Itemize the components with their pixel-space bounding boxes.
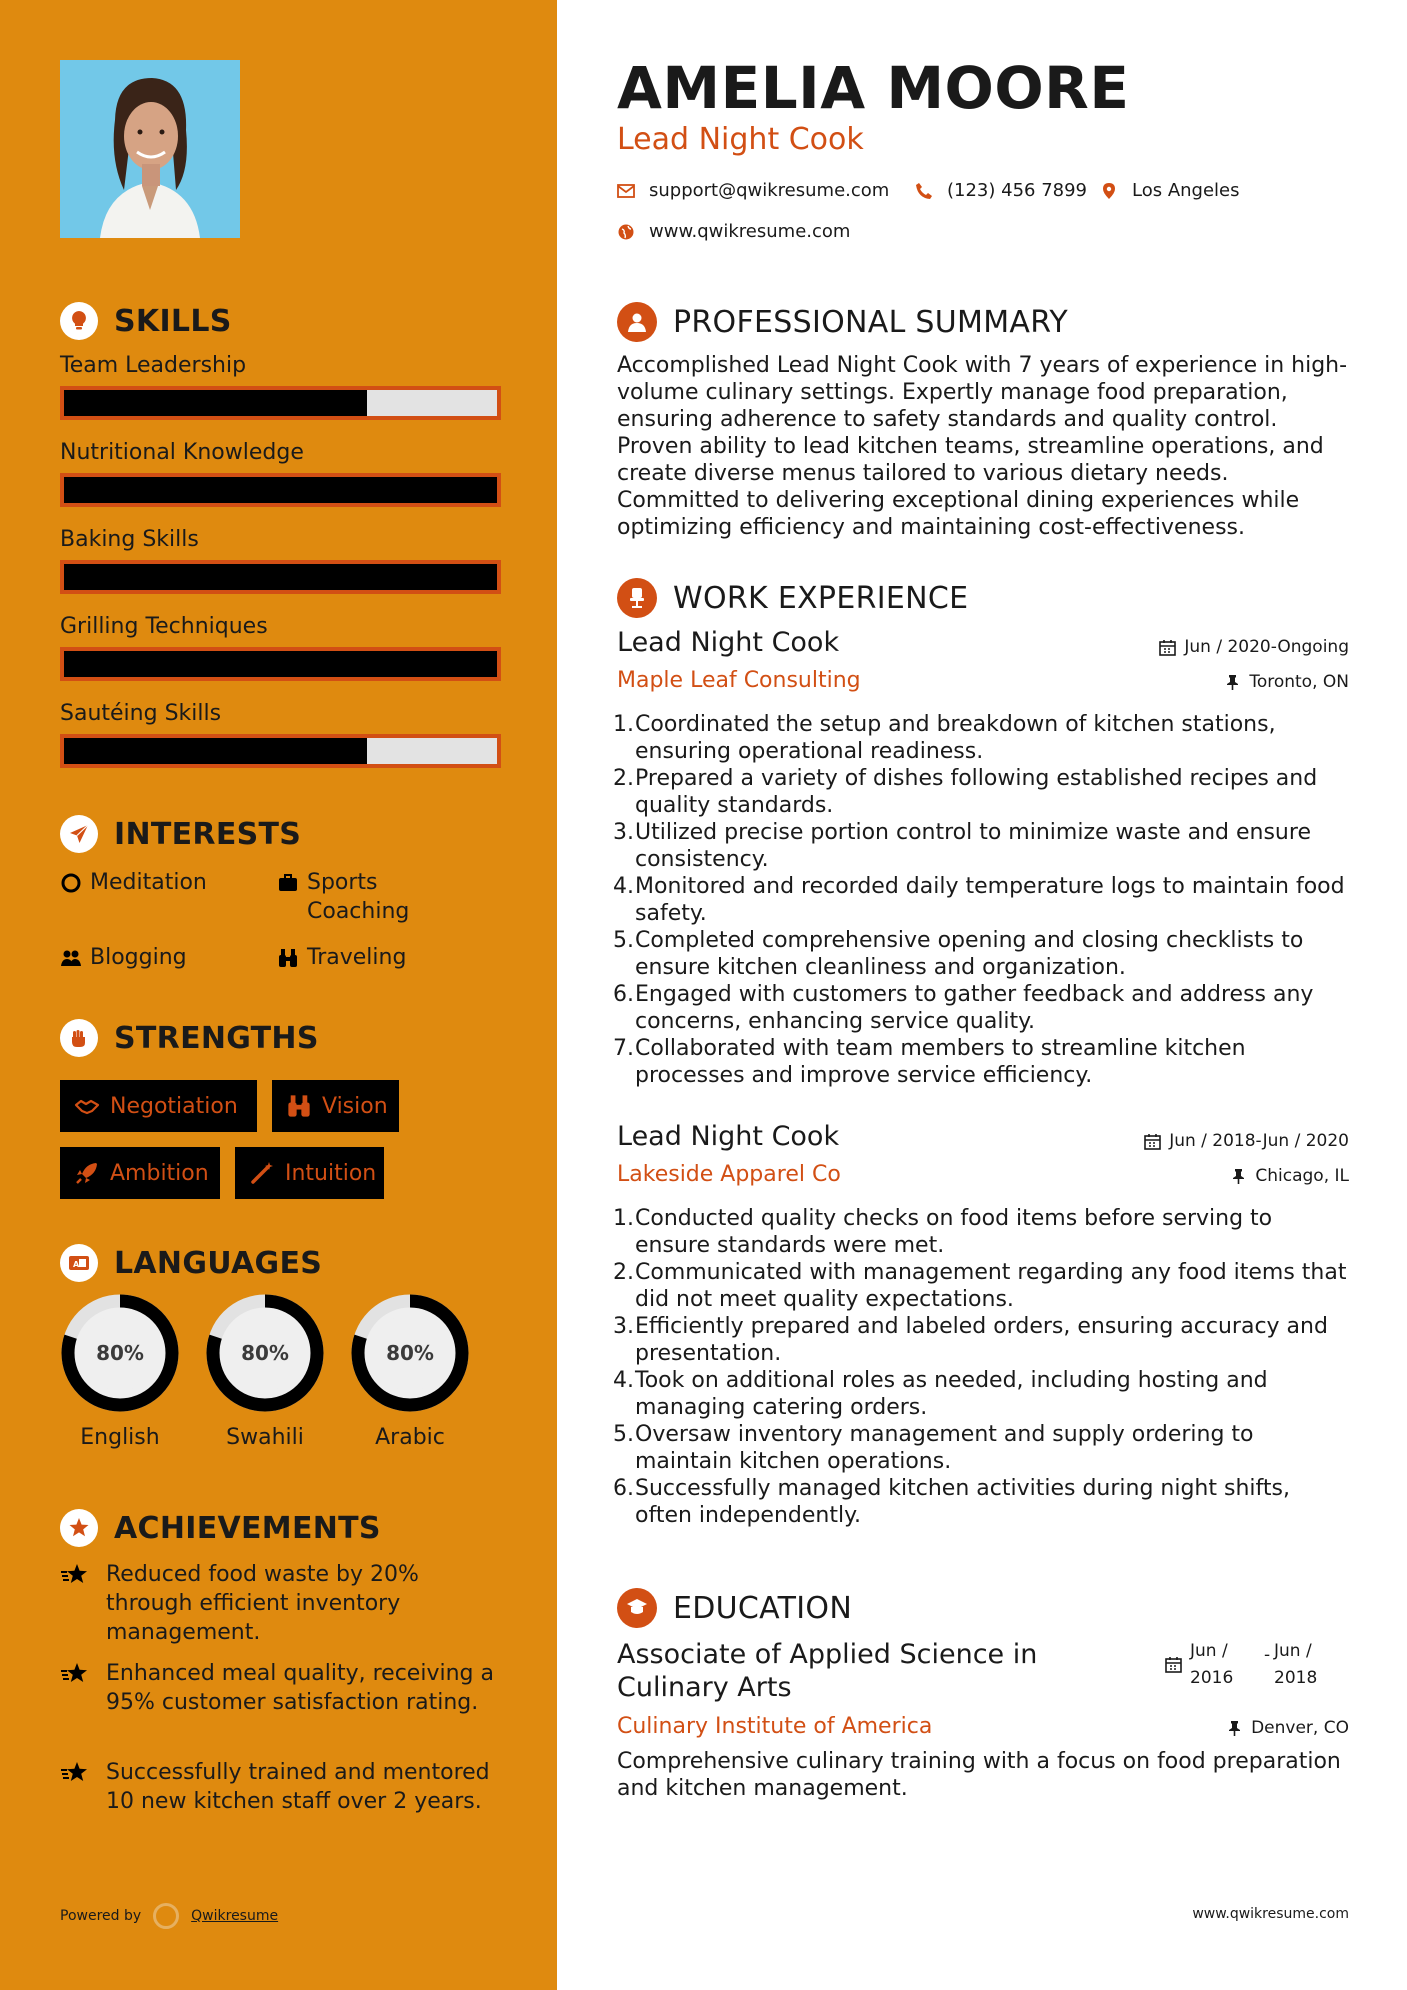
skill-name: Baking Skills: [60, 527, 199, 552]
office-chair-icon: [617, 578, 657, 618]
skill-item: [60, 440, 501, 507]
map-pin-icon: [1100, 182, 1118, 200]
paper-plane-icon: [60, 815, 98, 853]
language-percent: 80%: [386, 1341, 434, 1365]
star-icon: [60, 1760, 90, 1786]
summary-text: Accomplished Lead Night Cook with 7 years of experience in high-volume culinary settings. Expertly manage food preparation, ensuring adherence to safety standards and quality control. Proven ability to lead kitchen teams, streamline operations, and create diverse menus tailored to various dietary needs. Committed to delivering exceptional dining experiences while optimizing efficiency and maintaining cost-effectiveness.: [617, 353, 1348, 540]
interest-item: Traveling: [277, 943, 406, 972]
language-ring: [350, 1293, 470, 1413]
user-icon: [617, 302, 657, 342]
education-description: Comprehensive culinary training with a focus on food preparation and kitchen management.: [617, 1749, 1341, 1801]
qwikresume-link[interactable]: Qwikresume: [191, 1908, 279, 1924]
star-badge-icon: [60, 1509, 98, 1547]
education-date-dash: -: [1264, 1645, 1271, 1665]
skill-level-fill: [64, 738, 367, 764]
job-bullet: Took on additional roles as needed, including hosting and managing catering orders.: [635, 1368, 1268, 1420]
language-name: English: [80, 1425, 160, 1450]
school-name: Culinary Institute of America: [617, 1714, 933, 1739]
star-icon: [60, 1661, 90, 1687]
contact-phone[interactable]: (123) 456 7899: [915, 180, 1087, 201]
phone-icon: [915, 182, 933, 200]
rocket-icon: [74, 1160, 100, 1186]
language-ring: [205, 1293, 325, 1413]
skill-level-bar: [60, 560, 501, 594]
language-item: [350, 1293, 470, 1450]
strengths-heading: [60, 1019, 319, 1057]
job-title: Lead Night Cook: [617, 1121, 840, 1152]
star-icon: [60, 1562, 90, 1588]
language-item: [205, 1293, 325, 1450]
skill-name: Nutritional Knowledge: [60, 440, 304, 465]
skill-level-bar: [60, 386, 501, 420]
strengths-heading-text: STRENGTHS: [114, 1020, 319, 1056]
skill-item: [60, 527, 501, 594]
skill-item: [60, 701, 501, 768]
skill-item: [60, 614, 501, 681]
pushpin-icon: [1226, 1720, 1243, 1737]
circle-icon: [60, 872, 82, 894]
skills-heading-text: SKILLS: [114, 303, 232, 339]
language-ring: [60, 1293, 180, 1413]
calendar-icon: [1144, 1133, 1161, 1150]
job-bullet: Conducted quality checks on food items before serving to ensure standards were met.: [635, 1206, 1273, 1258]
skill-name: Team Leadership: [60, 353, 247, 378]
sidebar: [0, 0, 557, 1990]
achievements-heading: [60, 1509, 381, 1547]
language-item: [60, 1293, 180, 1450]
job-dates: Jun / 2018-Jun / 2020: [1144, 1131, 1349, 1151]
experience-heading: WORK EXPERIENCE: [617, 578, 968, 618]
profile-photo: [60, 60, 240, 238]
job-bullet: Successfully managed kitchen activities during night shifts, often independently.: [635, 1476, 1290, 1528]
strength-tag: Ambition: [60, 1147, 220, 1199]
lightbulb-icon: [60, 302, 98, 340]
powered-by: Powered by Qwikresume: [60, 1903, 278, 1929]
job-bullet: Oversaw inventory management and supply ordering to maintain kitchen operations.: [635, 1422, 1254, 1474]
strength-tag: Vision: [272, 1080, 399, 1132]
company-name: Lakeside Apparel Co: [617, 1162, 841, 1187]
fist-icon: [60, 1019, 98, 1057]
summary-heading: PROFESSIONAL SUMMARY: [617, 302, 1068, 342]
education-end-date: Jun / 2018: [1274, 1641, 1318, 1688]
interest-item: Meditation: [60, 868, 207, 897]
candidate-title: Lead Night Cook: [617, 122, 864, 157]
calendar-icon: [1165, 1656, 1182, 1673]
envelope-icon: [617, 182, 635, 200]
skill-level-fill: [64, 390, 367, 416]
achievement-item: Successfully trained and mentored 10 new kitchen staff over 2 years.: [60, 1758, 510, 1816]
calendar-icon: [1159, 639, 1176, 656]
education-start-date: Jun / 2016: [1190, 1641, 1234, 1688]
languages-heading: [60, 1244, 322, 1282]
interest-item: Blogging: [60, 943, 187, 972]
job-bullet: Monitored and recorded daily temperature logs to maintain food safety.: [635, 874, 1345, 926]
skill-level-bar: [60, 734, 501, 768]
job-dates: Jun / 2020-Ongoing: [1159, 637, 1349, 657]
achievements-heading-text: ACHIEVEMENTS: [114, 1510, 381, 1546]
skill-level-fill: [64, 477, 497, 503]
qwikresume-logo-icon: [153, 1903, 179, 1929]
users-icon: [60, 947, 82, 969]
job-location: Toronto, ON: [1224, 672, 1349, 692]
achievement-item: Reduced food waste by 20% through efficient inventory management.: [60, 1560, 510, 1647]
handshake-icon: [74, 1093, 100, 1119]
education-heading: EDUCATION: [617, 1588, 852, 1628]
skill-level-bar: [60, 473, 501, 507]
binoculars-icon: [277, 947, 299, 969]
job-title: Lead Night Cook: [617, 627, 840, 658]
svg-text:A: A: [73, 1260, 80, 1269]
job-bullets: [635, 711, 1353, 1089]
briefcase-icon: [277, 872, 299, 894]
skill-level-fill: [64, 651, 497, 677]
job-bullet: Efficiently prepared and labeled orders, ensuring accuracy and presentation.: [635, 1314, 1328, 1366]
achievement-item: Enhanced meal quality, receiving a 95% customer satisfaction rating.: [60, 1659, 510, 1717]
binoculars-icon: [286, 1093, 312, 1119]
skills-heading: [60, 302, 232, 340]
contact-website[interactable]: www.qwikresume.com: [617, 221, 850, 242]
language-percent: 80%: [241, 1341, 289, 1365]
job-bullets: [635, 1205, 1353, 1529]
job-bullet: Communicated with management regarding any food items that did not meet quality expectations.: [635, 1260, 1347, 1312]
wand-icon: [249, 1160, 275, 1186]
education-location: Denver, CO: [1226, 1718, 1349, 1738]
strength-tag: Intuition: [235, 1147, 384, 1199]
globe-icon: [617, 223, 635, 241]
interests-heading: [60, 815, 301, 853]
footer-website[interactable]: www.qwikresume.com: [1192, 1906, 1349, 1922]
skill-level-bar: [60, 647, 501, 681]
language-name: Swahili: [226, 1425, 304, 1450]
job-bullet: Engaged with customers to gather feedback and address any concerns, enhancing service quality.: [635, 982, 1314, 1034]
pushpin-icon: [1224, 674, 1241, 691]
strength-tag: Negotiation: [60, 1080, 257, 1132]
language-percent: 80%: [96, 1341, 144, 1365]
language-card-icon: [60, 1244, 98, 1282]
degree-title: Associate of Applied Science in Culinary Arts: [617, 1639, 1038, 1703]
skill-level-fill: [64, 564, 497, 590]
job-bullet: Prepared a variety of dishes following established recipes and quality standards.: [635, 766, 1318, 818]
job-bullet: Coordinated the setup and breakdown of kitchen stations, ensuring operational readiness.: [635, 712, 1276, 764]
interest-item: Sports Coaching: [277, 868, 477, 926]
contact-location: Los Angeles: [1100, 180, 1240, 201]
skill-name: Sautéing Skills: [60, 701, 222, 726]
skill-name: Grilling Techniques: [60, 614, 268, 639]
job-bullet: Collaborated with team members to streamline kitchen processes and improve service efficiency.: [635, 1036, 1246, 1088]
job-bullet: Utilized precise portion control to minimize waste and ensure consistency.: [635, 820, 1311, 872]
language-name: Arabic: [375, 1425, 445, 1450]
languages-heading-text: LANGUAGES: [114, 1245, 323, 1281]
pushpin-icon: [1230, 1168, 1247, 1185]
job-location: Chicago, IL: [1230, 1166, 1349, 1186]
graduate-icon: [617, 1588, 657, 1628]
interests-heading-text: INTERESTS: [114, 816, 302, 852]
company-name: Maple Leaf Consulting: [617, 668, 861, 693]
contact-email[interactable]: support@qwikresume.com: [617, 180, 889, 201]
job-bullet: Completed comprehensive opening and closing checklists to ensure kitchen cleanliness and organization.: [635, 928, 1304, 980]
skill-item: [60, 353, 501, 420]
candidate-name: AMELIA MOORE: [617, 54, 1130, 122]
